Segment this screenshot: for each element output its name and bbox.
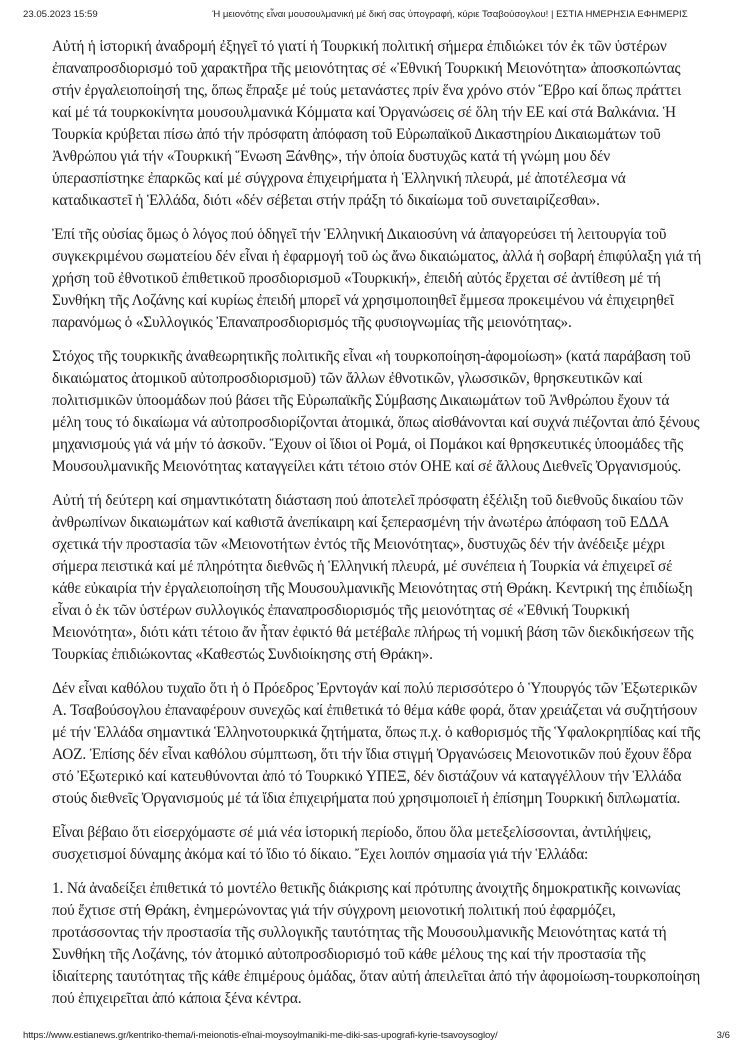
article-paragraph: Δέν εἶναι καθόλου τυχαῖο ὅτι ἡ ὁ Πρόεδρος Ἐρντογάν καί πολύ περισσότερο ὁ Ὑπουργός τῶν Ἐξωτερικῶν Α. Τσαβούσογλου ἐπαναφέρουν συνεχῶς καί ἐπιθετικά τό θέμα κάθε φορά, ὅταν χρειάζεται νά συζητήσουν μέ τήν Ἑλλάδα σημαντικά Ἑλληνοτουρκικά ζητήματα, ὅπως π.χ. ὁ καθορισμός τῆς Ὑφαλοκρηπίδας καί τῆς ΑΟΖ. Ἐπίσης δέν εἶναι καθόλου σύμπτωση, ὅτι τήν ἴδια στιγμή Ὀργανώσεις Μειονοτικῶν πού ἔχουν ἕδρα στό Ἐξωτερικό καί κατευθύνονται ἀπό τό Τουρκικό ΥΠΕΞ, δέν διστάζουν νά καταγγέλλουν τήν Ἑλλάδα στούς διεθνεῖς Ὀργανισμούς μέ τά ἴδια ἐπιχειρήματα πού χρησιμοποιεῖ ἡ ἐπίσημη Τουρκική διπλωματία. xyxy=(52,680,701,807)
page-url[interactable]: https://www.estianews.gr/kentriko-thema/i-meionotis-eĩnai-moysoylmaniki-me-diki-sas-upografi-kyrie-tsavoysogloy/ xyxy=(23,1030,498,1041)
article-paragraph: Αὐτή τή δεύτερη καί σημαντικότατη διάσταση πού ἀποτελεῖ πρόσφατη ἐξέλιξη τοῦ διεθνοῦς δικαίου τῶν ἀνθρωπίνων δικαιωμάτων καί καθιστᾶ ἀνεπίκαιρη καί ξεπερασμένη τήν ἀνωτέρω ἀπόφαση τοῦ ΕΔΔΑ σχετικά τήν προστασία τῶν «Μειονοτήτων ἐντός τῆς Μειονότητας», δυστυχῶς δέν τήν ἀνέδειξε μέχρι σήμερα πειστικά καί μέ πληρότητα διεθνῶς ἡ Ἑλληνική πλευρά, μέ συνέπεια ἡ Τουρκία νά ἐπιχειρεῖ σέ κάθε εὐκαιρία τήν ἐργαλειοποίηση τῆς Μουσουλμανικῆς Μειονότητας στή Θράκη. Κεντρική της ἐπιδίωξη εἶναι ὁ ἐκ τῶν ὑστέρων συλλογικός ἐπαναπροσδιορισμός τῆς μειονότητας σέ «Ἐθνική Τουρκική Μειονότητα», διότι κάτι τέτοιο ἄν ἦταν ἐφικτό θά μετέβαλε πλήρως τή νομική βάση τῶν διεκδικήσεων τῆς Τουρκίας ἐπιδιώκοντας «Καθεστώς Συνδιοίκησης στή Θράκη». xyxy=(52,492,694,663)
page-number: 3/6 xyxy=(716,1030,730,1041)
article-list-item: 1. Νά ἀναδείξει ἐπιθετικά τό μοντέλο θετικῆς διάκρισης καί πρότυπης ἀνοιχτῆς δημοκρατικῆς κοινωνίας πού ἔχτισε στή Θράκη, ἐνημερώνοντας γιά τήν σύγχρονη μειονοτική πολιτική πού ἐφαρμόζει, προτάσσοντας τήν προστασία τῆς συλλογικῆς ταυτότητας τῆς Μουσουλμανικῆς Μειονότητας κατά τή Συνθήκη τῆς Λοζάνης, τόν ἀτομικό αὐτοπροσδιορισμό τοῦ κάθε μέλους της καί τήν προστασία τῆς ἰδιαίτερης ταυτότητας τῆς κάθε ἐπιμέρους ὁμάδας, ὅταν αὐτή ἀπειλεῖται ἀπό τήν ἀφομοίωση-τουρκοποίηση πού ἐπιχειρεῖται ἀπό κάποια ξένα κέντρα. xyxy=(52,880,701,1007)
article-paragraph: Αὐτή ἡ ἱστορική ἀναδρομή ἐξηγεῖ τό γιατί ἡ Τουρκική πολιτική σήμερα ἐπιδιώκει τόν ἐκ τῶν ὑστέρων ἐπαναπροσδιορισμό τοῦ χαρακτῆρα τῆς μειονότητας σέ «Ἐθνική Τουρκική Μειονότητα» ἀποσκοπώντας στήν ἐργαλειοποίησή της, ὅπως ἔπραξε μέ τούς μετανάστες πρίν ἕνα χρόνο στόν Ἕβρο καί ὅπως πράττει καί μέ τά τουρκοκίνητα μουσουλμανικά Κόμματα καί Ὀργανώσεις σέ ὅλη τήν ΕΕ καί στά Βαλκάνια. Ἡ Τουρκία κρύβεται πίσω ἀπό τήν πρόσφατη ἀπόφαση τοῦ Εὐρωπαϊκοῦ Δικαστηρίου Δικαιωμάτων τοῦ Ἀνθρώπου γιά τήν «Τουρκική Ἕνωση Ξάνθης», τήν ὁποία δυστυχῶς κατά τή γνώμη μου δέν ὑπερασπίστηκε ἐπαρκῶς καί μέ σύγχρονα ἐπιχειρήματα ἡ Ἑλληνική πλευρά, μέ ἀποτέλεσμα νά καταδικαστεῖ ἡ Ἑλλάδα, διότι «δέν σέβεται στήν πράξη τό δικαίωμα τοῦ συνεταιρίζεσθαι». xyxy=(52,38,682,209)
print-datetime: 23.05.2023 15:59 xyxy=(23,9,98,20)
article-body xyxy=(52,36,702,1022)
article-paragraph: Εἶναι βέβαιο ὅτι εἰσερχόμαστε σέ μιά νέα ἱστορική περίοδο, ὅπου ὅλα μετεξελίσσονται, ἀντιλήψεις, συσχετισμοί δύναμης ἀκόμα καί τό ἴδιο τό δίκαιο. Ἔχει λοιπόν σημασία γιά τήν Ἑλλάδα: xyxy=(52,824,652,863)
page-title: Ἡ μειονότης εἶναι μουσουλμανική μέ δική σας ὑπογραφή, κύριε Τσαβούσογλου! | ΕΣΤΙΑ ΗΜΕΡΗΣΙΑ ΕΦΗΜΕΡΙΣ xyxy=(212,9,688,20)
article-paragraph: Ἐπί τῆς οὐσίας ὅμως ὁ λόγος πού ὁδηγεῖ τήν Ἑλληνική Δικαιοσύνη νά ἀπαγορεύσει τή λειτουργία τοῦ συγκεκριμένου σωματείου δέν εἶναι ἡ ἐφαρμογή τοῦ ὡς ἄνω δικαιώματος, ἀλλά ἡ σοβαρή ἐπιφύλαξη γιά τή χρήση τοῦ ἐθνοτικοῦ ἐπιθετικοῦ προσδιορισμοῦ «Τουρκική», ἐπειδή αὐτός ἔρχεται σέ ἀντίθεση μέ τή Συνθήκη τῆς Λοζάνης καί κυρίως ἐπειδή μπορεῖ νά χρησιμοποιηθεῖ ἔμμεσα προκειμένου νά ἐπιχειρηθεῖ παρανόμως ὁ «Συλλογικός Ἐπαναπροσδιορισμός τῆς φυσιογνωμίας τῆς μειονότητας». xyxy=(52,226,702,331)
article-paragraph: Στόχος τῆς τουρκικῆς ἀναθεωρητικῆς πολιτικῆς εἶναι «ἡ τουρκοποίηση-ἀφομοίωση» (κατά παράβαση τοῦ δικαιώματος ἀτομικοῦ αὐτοπροσδιορισμοῦ) τῶν ἄλλων ἐθνοτικῶν, γλωσσικῶν, θρησκευτικῶν καί πολιτισμικῶν ὑποομάδων πού βάσει τῆς Εὐρωπαϊκῆς Σύμβασης Δικαιωμάτων τοῦ Ἀνθρώπου ἔχουν τά μέλη τους τό δικαίωμα νά αὐτοπροσδιορίζονται ἀτομικά, ὅπως αἰσθάνονται καί συχνά πιέζονται ἀπό ξένους μηχανισμούς γιά νά μήν τό ἀσκοῦν. Ἔχουν οἱ ἴδιοι οἱ Ρομά, οἱ Πομάκοι καί θρησκευτικές ὑποομάδες τῆς Μουσουλμανικῆς Μειονότητας καταγγείλει κάτι τέτοιο στόν ΟΗΕ καί σέ ἄλλους Διεθνεῖς Ὀργανισμούς. xyxy=(52,348,700,475)
print-header xyxy=(0,9,750,23)
